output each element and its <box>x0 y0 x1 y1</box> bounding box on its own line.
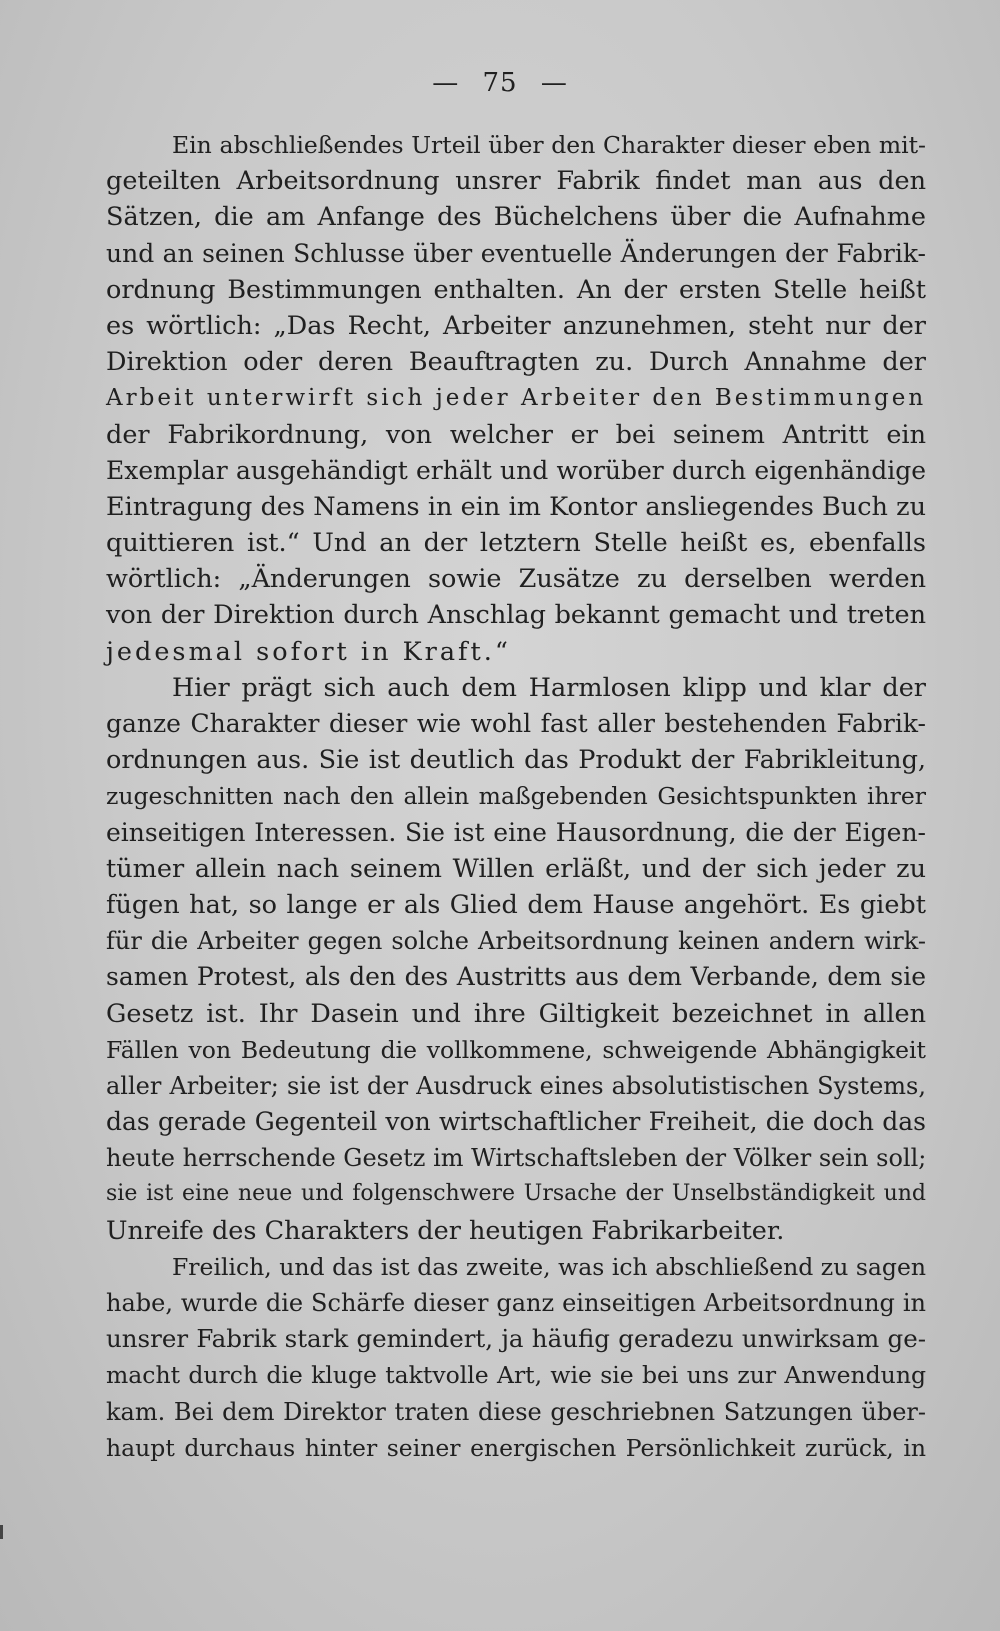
text-line: sie ist eine neue und folgenschwere Ursache der Unselbständigkeit und <box>106 1181 926 1207</box>
paragraph-3 <box>106 1249 926 1466</box>
text-line: von der Direktion durch Anschlag bekannt gemacht und treten <box>106 600 926 631</box>
text-line: Fällen von Bedeutung die vollkommene, schweigende Abhängigkeit <box>106 1035 926 1064</box>
text-line: aller Arbeiter; sie ist der Ausdruck eines absolutistischen Systems, <box>106 1071 926 1100</box>
text-line: haupt durchaus hinter seiner energischen Persönlichkeit zurück, in <box>106 1433 926 1462</box>
text-line: jedesmal sofort in Kraft.“ <box>106 636 511 667</box>
text-line: es wörtlich: „Das Recht, Arbeiter anzunehmen, steht nur der <box>106 310 926 341</box>
text-line: für die Arbeiter gegen solche Arbeitsordnung keinen andern wirk- <box>106 927 926 956</box>
text-line: wörtlich: „Änderungen sowie Zusätze zu derselben werden <box>106 564 926 595</box>
text-line: kam. Bei dem Direktor traten diese geschriebnen Satzungen über- <box>106 1397 926 1426</box>
text-line: Direktion oder deren Beauftragten zu. Durch Annahme der <box>106 347 926 378</box>
text-line: Hier prägt sich auch dem Harmlosen klipp und klar der <box>172 672 926 703</box>
text-line: Sätzen, die am Anfange des Büchelchens über die Aufnahme <box>106 202 926 233</box>
text-line: einseitigen Interessen. Sie ist eine Hausordnung, die der Eigen- <box>106 817 926 847</box>
text-line: und an seinen Schlusse über eventuelle Änderungen der Fabrik- <box>106 238 926 268</box>
text-line: Freilich, und das ist das zweite, was ich abschließend zu sagen <box>172 1252 926 1281</box>
body-text <box>106 127 926 1466</box>
text-line: Gesetz ist. Ihr Dasein und ihre Giltigkeit bezeichnet in allen <box>106 998 926 1029</box>
text-line: Arbeit unterwirft sich jeder Arbeiter den Bestimmungen <box>106 385 927 412</box>
text-line: heute herrschende Gesetz im Wirtschaftsleben der Völker sein soll; <box>106 1144 927 1173</box>
header-dash-left: — <box>432 68 460 98</box>
text-line: quittieren ist.“ Und an der letztern Stelle heißt es, ebenfalls <box>106 528 926 559</box>
text-line: Eintragung des Namens in ein im Kontor ansliegendes Buch zu <box>106 491 926 522</box>
paragraph-2 <box>106 670 926 1249</box>
page-number: 75 <box>482 68 518 98</box>
text-line: Exemplar ausgehändigt erhält und worüber durch eigenhändige <box>106 455 926 485</box>
paragraph-1 <box>106 127 926 670</box>
text-line: zugeschnitten nach den allein maßgebenden Gesichtspunkten ihrer <box>106 782 926 811</box>
text-line: Unreife des Charakters der heutigen Fabrikarbeiter. <box>106 1215 785 1246</box>
text-line: habe, wurde die Schärfe dieser ganz einseitigen Arbeitsordnung in <box>106 1289 926 1317</box>
text-line: samen Protest, als den des Austritts aus dem Verbande, dem sie <box>106 962 926 992</box>
page-header <box>0 68 1000 98</box>
text-line: Ein abschließendes Urteil über den Charakter dieser eben mit- <box>172 131 926 159</box>
text-line: ordnungen aus. Sie ist deutlich das Produkt der Fabrikleitung, <box>106 745 926 776</box>
text-line: ordnung Bestimmungen enthalten. An der ersten Stelle heißt <box>106 274 926 305</box>
text-line: fügen hat, so lange er als Glied dem Hause angehört. Es giebt <box>106 889 926 920</box>
text-line: unsrer Fabrik stark gemindert, ja häufig geradezu unwirksam ge- <box>106 1324 926 1354</box>
text-line: das gerade Gegenteil von wirtschaftlicher Freiheit, die doch das <box>106 1107 926 1137</box>
text-line: der Fabrikordnung, von welcher er bei seinem Antritt ein <box>106 419 926 450</box>
header-dash-right: — <box>540 68 568 98</box>
text-line: macht durch die kluge taktvolle Art, wie sie bei uns zur Anwendung <box>106 1361 926 1390</box>
text-line: ganze Charakter dieser wie wohl fast aller bestehenden Fabrik- <box>106 709 926 738</box>
text-line: geteilten Arbeitsordnung unsrer Fabrik findet man aus den <box>106 166 926 197</box>
margin-mark <box>0 1525 3 1539</box>
text-line: tümer allein nach seinem Willen erläßt, und der sich jeder zu <box>106 853 926 884</box>
